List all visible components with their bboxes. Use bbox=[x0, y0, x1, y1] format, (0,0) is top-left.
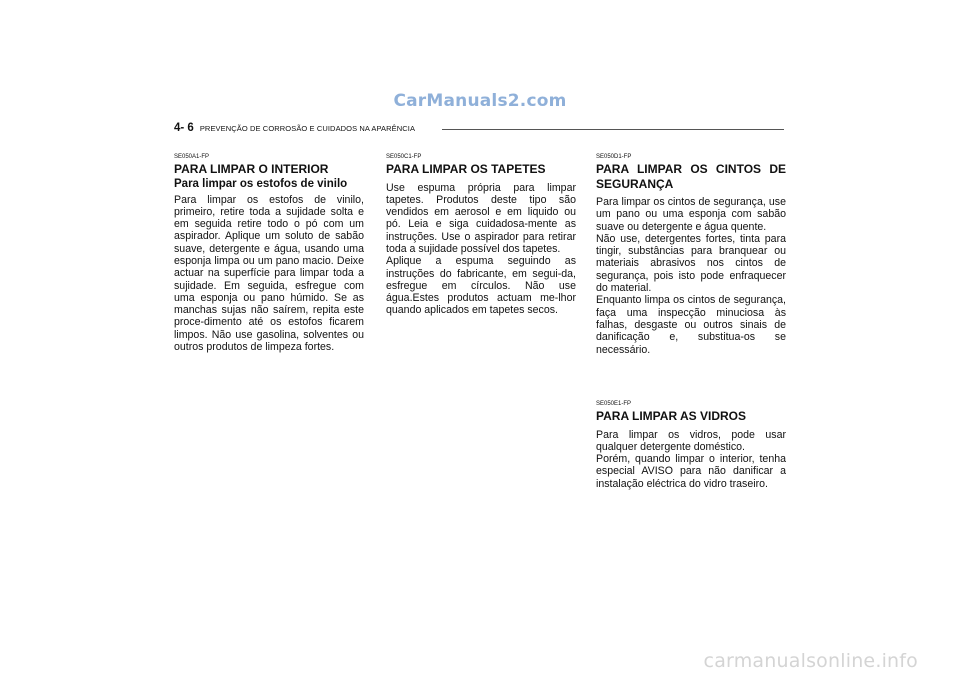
section-title: PARA LIMPAR OS TAPETES bbox=[386, 162, 546, 176]
section-body: Para limpar os vidros, pode usar qualquer detergente doméstico. Porém, quando limpar o interior, tenha especial AVISO para não danificar a instalação eléctrica do vidro traseiro. bbox=[596, 428, 786, 490]
section-subtitle: Para limpar os estofos de vinilo bbox=[174, 177, 348, 190]
section-code: SE050E1-FP bbox=[596, 401, 632, 407]
section-code: SE050C1-FP bbox=[386, 154, 422, 160]
section-interior bbox=[174, 153, 364, 353]
section-title: PARA LIMPAR AS VIDROS bbox=[596, 409, 747, 423]
header-rule bbox=[442, 129, 784, 130]
section-title: PARA LIMPAR O INTERIOR bbox=[174, 162, 329, 176]
section-code: SE050A1-FP bbox=[174, 154, 210, 160]
section-windows bbox=[596, 400, 786, 490]
section-body: Use espuma própria para limpar tapetes. Produtos deste tipo são vendidos em aerosol e em liquido ou pó. Leia e siga cuidadosa-mente as instruções. Use o aspirador para retirar toda a sujidade possível dos tapetes. Aplique a espuma seguindo as instruções do fabricante, em segui-da, esfregue em círculos. Não use água.Estes produtos actuam me-lhor quando aplicados em tapetes secos. bbox=[386, 181, 576, 317]
section-carpets bbox=[386, 153, 576, 317]
watermark-top: CarManuals2.com bbox=[393, 91, 567, 111]
section-title: PARA LIMPAR OS CINTOS DE SEGURANÇA bbox=[596, 162, 786, 191]
section-code: SE050D1-FP bbox=[596, 154, 632, 160]
section-body: Para limpar os estofos de vinilo, primeiro, retire toda a sujidade solta e em seguida retire todo o pó com um aspirador. Aplique um soluto de sabão suave, detergente e água, usando uma esponja limpa ou um pano macio. Deixe actuar na superfície para limpar toda a sujidade. Em seguida, esfregue com uma esponja ou pano húmido. Se as manchas sujas não saírem, repita este proce-dimento até os estofos ficarem limpos. Não use gasolina, solventes ou outros produtos de limpeza fortes. bbox=[174, 193, 364, 354]
chapter-title: PREVENÇÃO DE CORROSÃO E CUIDADOS NA APARÊNCIA bbox=[199, 124, 416, 133]
page-header bbox=[174, 122, 415, 138]
section-seat-belts bbox=[596, 153, 786, 356]
watermark-bottom: carmanualsonline.info bbox=[703, 650, 918, 672]
section-body: Para limpar os cintos de segurança, use um pano ou uma esponja com sabão suave ou detergente e água quente. Não use, detergentes fortes, tinta para tingir, substâncias para branquear ou materiais abrasivos nos cintos de segurança, pois isto pode enfraquecer do material. Enquanto limpa os cintos de segurança, faça uma inspecção minuciosa às falhas, desgaste ou outros sinais de danificação e, substitua-os se necessário. bbox=[596, 196, 786, 356]
page-number: 4- 6 bbox=[174, 122, 194, 134]
